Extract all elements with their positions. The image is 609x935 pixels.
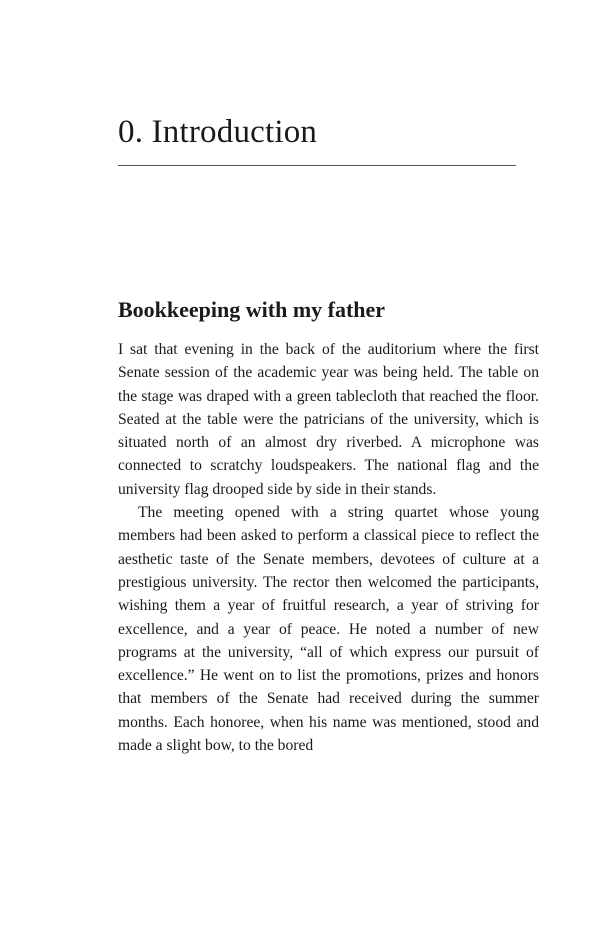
section-title: Bookkeeping with my father xyxy=(118,297,386,322)
chapter-title: 0. Introduction xyxy=(118,114,318,150)
paragraph-2: The meeting opened with a string quartet whose young members had been asked to perform a classical piece to reflect the aesthetic taste of the Senate members, devotees of culture at a prestigious university. The rector then welcomed the participants, wishing them a year of fruitful research, a year of striving for excellence, and a year of peace. He noted a number of new programs at the university, “all of which express our pursuit of excellence.” He went on to list the promotions, prizes and honors that members of the Senate had received during the summer months. Each honoree, when his name was mentioned, stood and made a slight bow, to the bored xyxy=(118,504,539,755)
paragraph-1: I sat that evening in the back of the auditorium where the first Senate session of the academic year was being held. The table on the stage was draped with a green tablecloth that reached the floor. Seated at the table were the patricians of the university, which is situated north of an almost dry riverbed. A microphone was connected to scratchy loudspeakers. The national flag and the university flag drooped side by side in their stands. xyxy=(118,341,539,498)
body-text xyxy=(118,338,539,757)
chapter-title-rule xyxy=(118,165,516,166)
